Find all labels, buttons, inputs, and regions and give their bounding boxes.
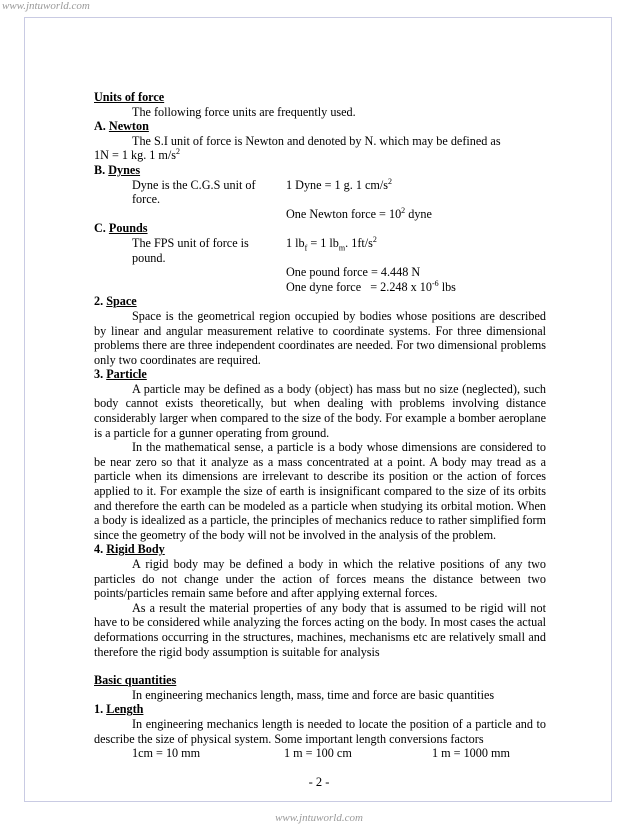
space-heading <box>94 294 546 309</box>
dynes-label: B. <box>94 162 109 177</box>
dynes-heading <box>94 163 546 178</box>
particle-text-2: In the mathematical sense, a particle is a body whose dimensions are considered to be near zero so that it analyze as a mass concentrated at a point. A body may tread as a particle when its dimensions are irrelevant to describe its position or the action of forces applied to it. For example the size of earth is insignificant compared to the size of its orbits and therefore the earth can be modeled as a particle when studying its orbital motion. When a body is idealized as a particle, the principles of mechanics reduce to rather simplified form since the geometry of the body will not be involved in the analysis of the problem. <box>94 440 546 542</box>
dyne-row <box>94 178 546 207</box>
length-num: 1. <box>94 702 107 717</box>
newton-title: Newton <box>108 119 149 134</box>
rigid-text-1: A rigid body may be defined a body in which the relative positions of any two particles do not change under the action of forces means the distance between two points/particles remain same before and after applying external forces. <box>94 557 546 601</box>
newton-eq-exp: 2 <box>176 147 181 157</box>
newton-label: A. <box>94 119 109 134</box>
conversion-m-mm: 1 m = 1000 mm <box>432 746 510 761</box>
newton-heading <box>94 119 546 134</box>
particle-heading <box>94 367 546 382</box>
newton-equation <box>94 148 546 163</box>
space-text: Space is the geometrical region occupied by bodies whose positions are described by linear and angular measurement relative to coordinate systems. For three dimensional problems there are three independent coordinates are needed. For two dimensional problems only two coordinates are required. <box>94 308 546 367</box>
newton-dyne-equation <box>284 207 432 222</box>
dyne-eq2-exp: 2 <box>401 205 406 215</box>
pounds-label: C. <box>94 221 109 236</box>
pound-force-equation: One pound force = 4.448 N <box>286 265 421 280</box>
dyne-eq-text: 1 Dyne = 1 g. 1 cm/s <box>286 177 388 192</box>
pound-eq-exp: 2 <box>372 234 377 244</box>
pound-text: The FPS unit of force is pound. <box>132 235 249 265</box>
rigid-num: 4. <box>94 542 107 557</box>
conversion-cm-mm: 1cm = 10 mm <box>132 746 201 761</box>
pound-eq-sub-f: f <box>304 243 308 253</box>
document-body <box>94 90 546 761</box>
dyne-row-2 <box>94 207 546 222</box>
dyne-equation <box>284 178 392 207</box>
watermark-top: www.jntuworld.com <box>2 0 90 12</box>
pound-eq-sub-m: m <box>338 243 346 253</box>
dyne-eq2-text: One Newton force = 10 <box>286 206 402 221</box>
pound-equation <box>284 236 377 265</box>
dyne-force-equation <box>284 280 456 295</box>
conversion-m-cm: 1 m = 100 cm <box>284 746 352 761</box>
units-intro: The following force units are frequently used. <box>132 104 356 119</box>
length-title: Length <box>106 702 144 717</box>
pound-eq-c: . 1ft/s <box>345 235 373 250</box>
rigid-title: Rigid Body <box>106 542 165 557</box>
pounds-title: Pounds <box>108 221 148 236</box>
particle-text-1: A particle may be defined as a body (object) has mass but no size (neglected), such body cannot exists theoretically, but when dealing with problems involving distance considerably larger when compared to the size of the body. For example a bomber aeroplane is a particle for a gunner operating from ground. <box>94 381 546 440</box>
pounds-heading <box>94 221 546 236</box>
basic-heading: Basic quantities <box>94 673 177 688</box>
particle-title: Particle <box>106 367 147 382</box>
basic-text: In engineering mechanics length, mass, time and force are basic quantities <box>132 687 495 702</box>
pound-row-3 <box>94 280 546 295</box>
rigid-text-2: As a result the material properties of any body that is assumed to be rigid will not have to be considered while analyzing the forces acting on the body. In most cases the actual deformations occurring in the structures, machines, mechanisms etc are relatively small and therefore the rigid body assumption is suitable for analysis <box>94 600 546 659</box>
dyne-text: Dyne is the C.G.S unit of force. <box>132 177 256 207</box>
dyne-eq2-unit: dyne <box>405 206 432 221</box>
pound-eq3-unit: lbs <box>438 279 456 294</box>
length-text: In engineering mechanics length is needed to locate the position of a particle and to describe the size of physical system. Some important length conversions factors <box>94 716 546 746</box>
pound-eq-a: 1 lb <box>286 235 305 250</box>
length-conversions <box>94 746 546 761</box>
pound-row-2 <box>94 265 546 280</box>
space-title: Space <box>106 294 137 309</box>
particle-num: 3. <box>94 367 107 382</box>
pound-eq3-text: One dyne force = 2.248 x 10 <box>286 279 432 294</box>
rigid-heading <box>94 542 546 557</box>
dynes-title: Dynes <box>108 162 141 177</box>
newton-text: The S.I unit of force is Newton and denoted by N. which may be defined as <box>132 133 501 148</box>
pound-eq3-exp: -6 <box>431 278 439 288</box>
watermark-bottom: www.jntuworld.com <box>275 812 363 824</box>
dyne-eq-exp: 2 <box>388 176 392 186</box>
page-number: - 2 - <box>308 775 330 789</box>
pound-eq-b: = 1 lb <box>307 235 339 250</box>
pound-row <box>94 236 546 265</box>
space-num: 2. <box>94 294 107 309</box>
units-heading: Units of force <box>94 90 165 104</box>
newton-eq-text: 1N = 1 kg. 1 m/s <box>94 148 177 163</box>
length-heading <box>94 702 546 717</box>
